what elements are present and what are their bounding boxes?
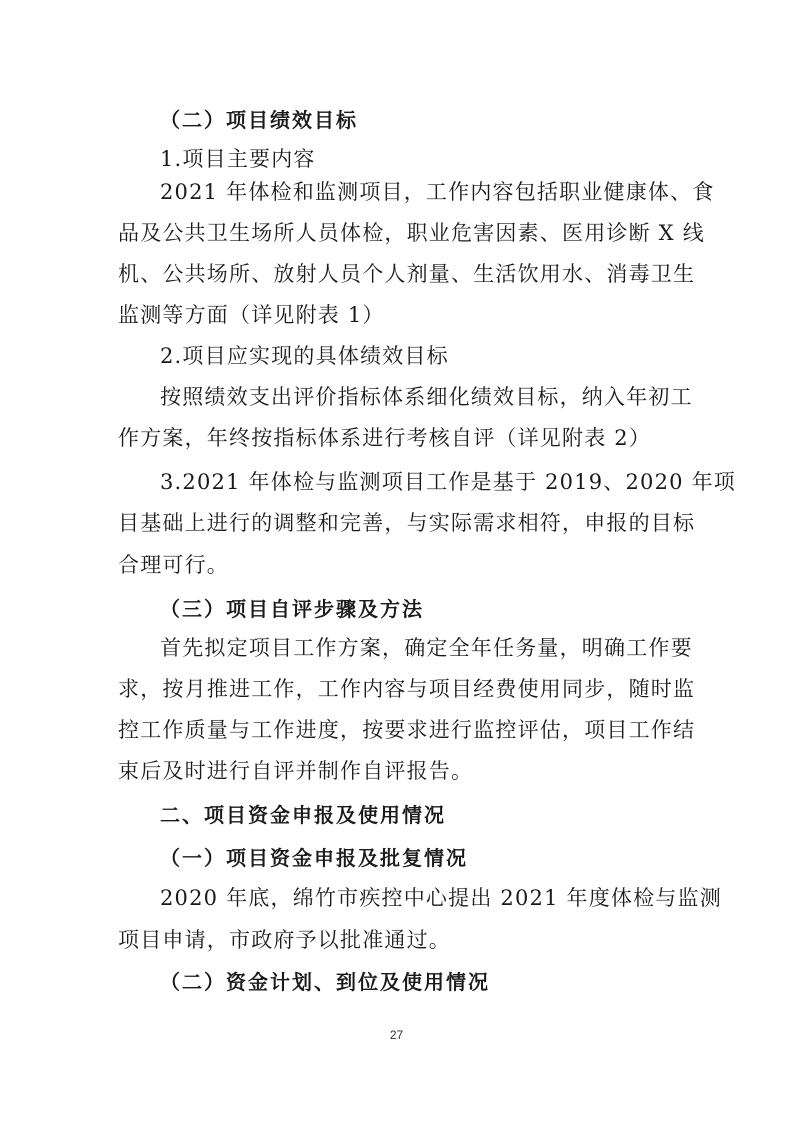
- self-eval-body-line: 控工作质量与工作进度，按要求进行监控评估，项目工作结: [118, 718, 696, 742]
- item1-body-line: 2021 年体检和监测项目，工作内容包括职业健康体、食: [160, 180, 715, 204]
- item1-body-line: 机、公共场所、放射人员个人剂量、生活饮用水、消毒卫生: [118, 262, 696, 286]
- self-eval-body-line: 求，按月推进工作，工作内容与项目经费使用同步，随时监: [118, 677, 696, 701]
- section-heading-funding: 二、项目资金申报及使用情况: [160, 803, 446, 827]
- item3-body-line: 合理可行。: [118, 553, 229, 577]
- page-number: 27: [389, 1028, 404, 1042]
- subsection-heading-funding-plan: （二）资金计划、到位及使用情况: [160, 970, 490, 994]
- item2-body-line: 按照绩效支出评价指标体系细化绩效目标，纳入年初工: [160, 385, 693, 409]
- item2-body-line: 作方案，年终按指标体系进行考核自评（详见附表 2）: [118, 426, 652, 450]
- item1-body-line: 监测等方面（详见附表 1）: [118, 303, 385, 327]
- item3-body-line: 目基础上进行的调整和完善，与实际需求相符，申报的目标: [118, 511, 696, 535]
- item2-title: 2.项目应实现的具体绩效目标: [160, 344, 449, 368]
- self-eval-body-line: 首先拟定项目工作方案，确定全年任务量，明确工作要: [160, 636, 693, 660]
- funding-approval-body-line: 2020 年底，绵竹市疾控中心提出 2021 年度体检与监测: [160, 886, 722, 910]
- subsection-heading-funding-approval: （一）项目资金申报及批复情况: [160, 846, 468, 870]
- item1-title: 1.项目主要内容: [160, 147, 316, 171]
- self-eval-body-line: 束后及时进行自评并制作自评报告。: [118, 759, 474, 783]
- funding-approval-body-line: 项目申请，市政府予以批准通过。: [118, 928, 451, 952]
- section-heading-performance-goals: （二）项目绩效目标: [160, 108, 358, 132]
- section-heading-self-evaluation: （三）项目自评步骤及方法: [160, 597, 424, 621]
- item1-body-line: 品及公共卫生场所人员体检，职业危害因素、医用诊断 X 线: [118, 221, 705, 245]
- item3-body-line: 3.2021 年体检与监测项目工作是基于 2019、2020 年项: [160, 470, 736, 494]
